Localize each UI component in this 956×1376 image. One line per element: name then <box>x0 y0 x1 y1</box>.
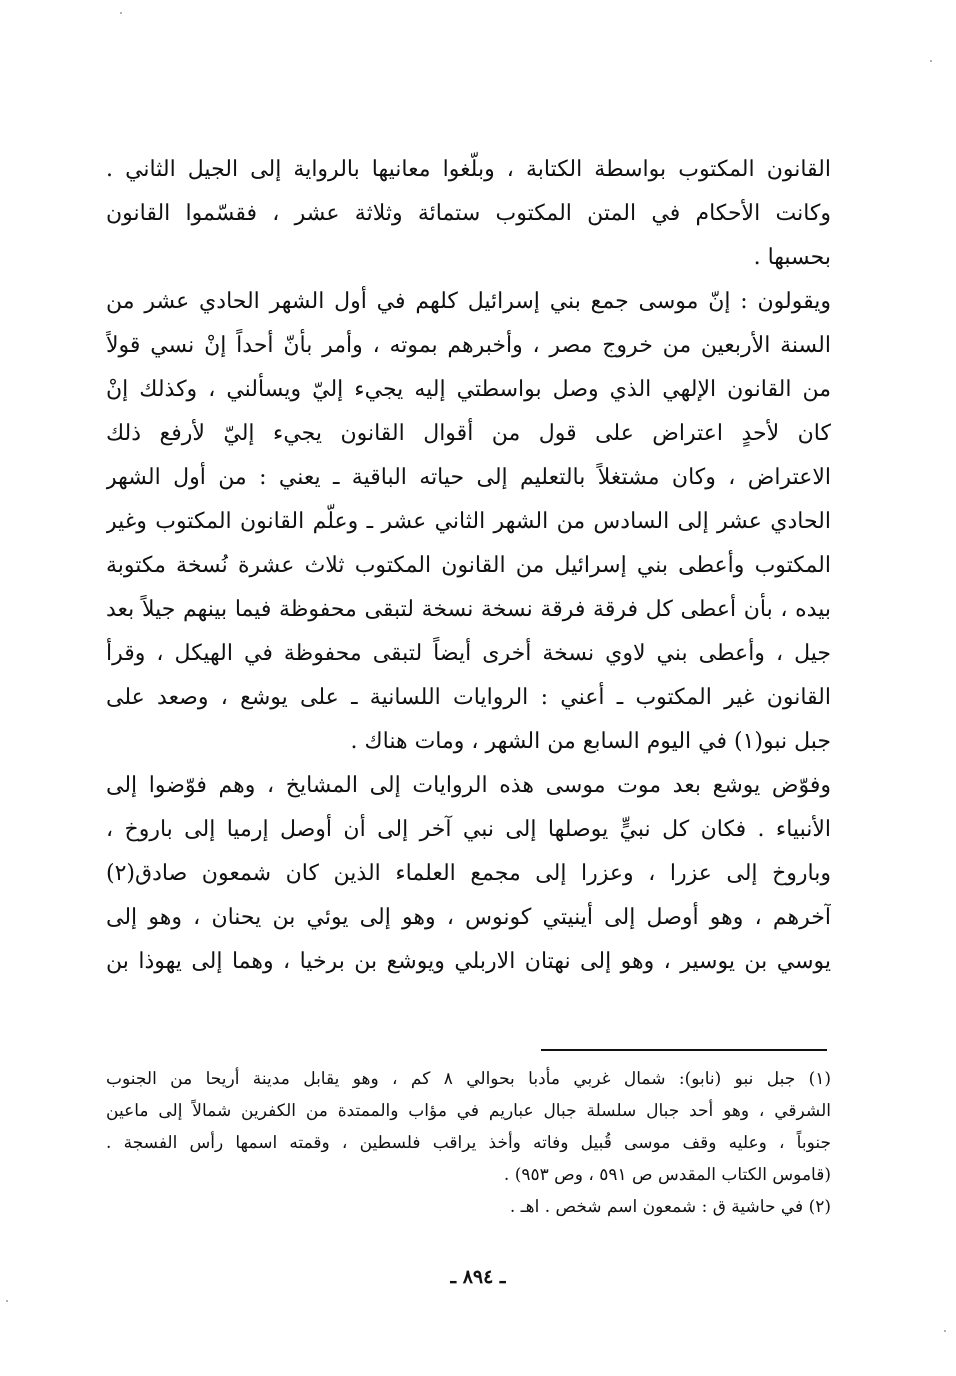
page-number: ـ ٨٩٤ ـ <box>450 1266 506 1288</box>
footnote-line: (١) جبل نبو (نابو): شمال غربي مأدبا بحوالي ٨ كم ، وهو يقابل مدينة أريحا من الجنوب <box>106 1069 831 1089</box>
footnote-line: (٢) في حاشية ق : شمعون اسم شخص . اهـ . <box>509 1197 831 1217</box>
footnote-line: (قاموس الكتاب المقدس ص ٥٩١ ، وص ٩٥٣) . <box>503 1165 831 1185</box>
text-line: المكتوب وأعطى بني إسرائيل من القانون المكتوب ثلاث عشرة نُسخة مكتوبة <box>106 553 831 578</box>
main-text <box>106 148 831 984</box>
text-line: وباروخ إلى عزرا ، وعزرا إلى مجمع العلماء الذين كان شمعون صادق(٢) <box>106 861 831 886</box>
scan-speck <box>6 1300 8 1302</box>
text-line: وفوّض يوشع بعد موت موسى هذه الروايات إلى المشايخ ، وهم فوّضوا إلى <box>106 773 831 798</box>
text-line: القانون غير المكتوب ـ أعني : الروايات اللسانية ـ على يوشع ، وصعد على <box>106 685 831 710</box>
text-line: وكانت الأحكام في المتن المكتوب ستمائة وثلاثة عشر ، فقسّموا القانون <box>106 201 831 226</box>
text-line: الأنبياء . فكان كل نبيٍّ يوصلها إلى نبي آخر إلى أن أوصل إرميا إلى باروخ ، <box>106 817 831 842</box>
scan-speck <box>930 60 932 62</box>
text-line: يوسي بن يوسير ، وهو إلى نهتان الاربلي ويوشع بن برخيا ، وهما إلى يهوذا بن <box>106 949 831 974</box>
text-line: بيده ، بأن أعطى كل فرقة فرقة نسخة نسخة لتبقى محفوظة فيما بينهم جيلاً بعد <box>106 597 831 622</box>
scan-speck <box>944 1330 946 1332</box>
text-line: آخرهم ، وهو أوصل إلى أينيتي كونوس ، وهو إلى يوئي بن يحنان ، وهو إلى <box>106 905 831 930</box>
text-line: ويقولون : إنّ موسى جمع بني إسرائيل كلهم في أول الشهر الحادي عشر من <box>106 289 831 314</box>
text-line: كان لأحدٍ اعتراض على قول من أقوال القانون يجيء إليّ لأرفع ذلك <box>106 421 831 446</box>
footnote-line: الشرقي ، وهو أحد جبال سلسلة جبال عباريم في مؤاب والممتدة من الكفرين شمالاً إلى ماعين <box>106 1101 831 1121</box>
text-line: الحادي عشر إلى السادس من الشهر الثاني عشر ـ وعلّم القانون المكتوب وغير <box>106 509 831 534</box>
text-line: بحسبها . <box>753 245 831 270</box>
text-line: السنة الأربعين من خروج مصر ، وأخبرهم بموته ، وأمر بأنّ أحداً إنْ نسي قولاً <box>106 333 831 358</box>
text-line: من القانون الإلهي الذي وصل بواسطتي إليه يجيء إليّ ويسألني ، وكذلك إنْ <box>106 377 831 402</box>
footnote-line: جنوباً ، وعليه وقف موسى قُبيل وفاته وأخذ يراقب فلسطين ، وقمته اسمها رأس الفسجة . <box>106 1133 831 1153</box>
text-line: جيل ، وأعطى بني لاوي نسخة أخرى أيضاً لتبقى محفوظة في الهيكل ، وقرأ <box>106 641 831 666</box>
text-line: القانون المكتوب بواسطة الكتابة ، وبلّغوا معانيها بالرواية إلى الجيل الثاني . <box>106 157 831 182</box>
footnote-separator <box>541 1049 827 1051</box>
text-line: الاعتراض ، وكان مشتغلاً بالتعليم إلى حياته الباقية ـ يعني : من أول الشهر <box>106 465 831 490</box>
text-line: جبل نبو(١) في اليوم السابع من الشهر ، ومات هناك . <box>350 729 831 754</box>
footnotes <box>106 1063 831 1223</box>
scan-speck <box>120 12 122 14</box>
